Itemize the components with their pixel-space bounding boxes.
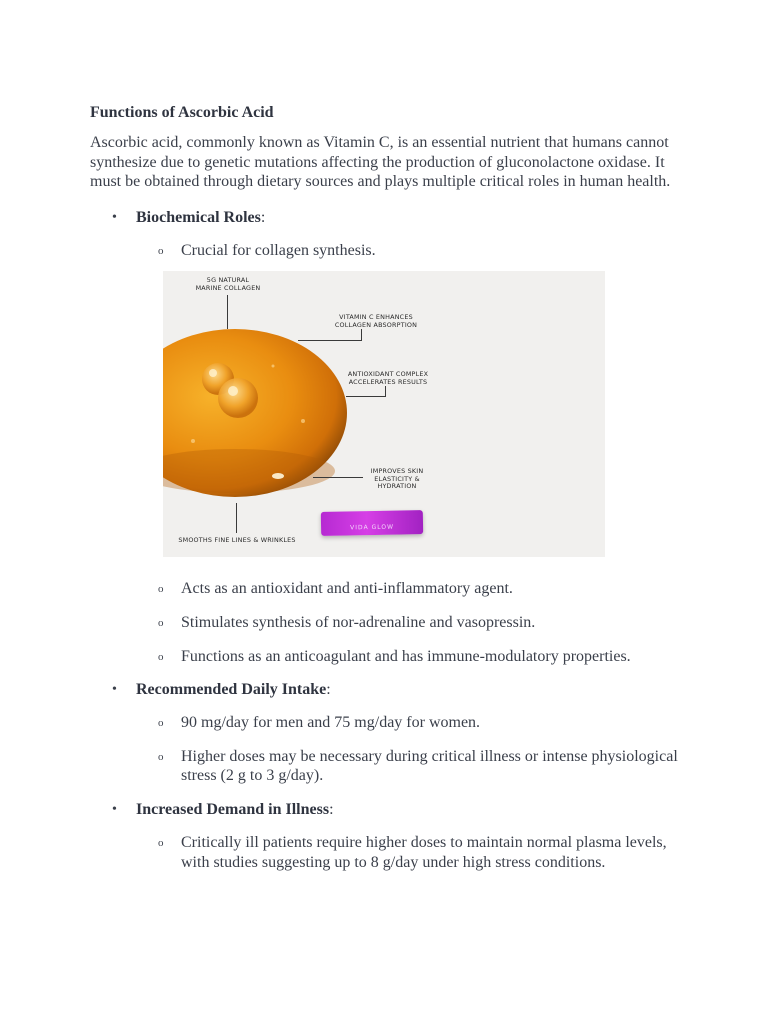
section-recommended-intake <box>90 680 680 786</box>
list-item <box>136 747 680 786</box>
label-improves-skin: IMPROVES SKIN ELASTICITY & HYDRATION <box>370 467 424 491</box>
bullet-icon: • <box>112 209 117 225</box>
sachet-brand: VIDA GLOW <box>350 523 395 532</box>
list-item-text: Functions as an anticoagulant and has immune-modulatory properties. <box>181 647 631 665</box>
list-item <box>136 647 680 667</box>
pointer-line <box>346 396 386 397</box>
bullet-icon: • <box>112 682 117 698</box>
sub-bullet-icon: o <box>158 750 164 763</box>
list-item-text: Acts as an antioxidant and anti-inflammatory agent. <box>181 580 513 598</box>
product-sachet <box>321 510 423 536</box>
list-item-text: Higher doses may be necessary during critical illness or intense physiological stress (2 g to 3 g/day). <box>181 747 678 785</box>
label-marine-collagen: 5G NATURAL MARINE COLLAGEN <box>195 276 261 292</box>
pointer-line <box>236 503 237 533</box>
list-item <box>136 613 680 633</box>
sub-bullet-icon: o <box>158 616 164 629</box>
list-item-text: Crucial for collagen synthesis. <box>181 241 376 259</box>
heading-colon: : <box>260 208 266 226</box>
heading-colon: : <box>326 681 331 699</box>
list-item <box>136 579 680 599</box>
sub-list <box>136 713 680 786</box>
intro-paragraph: Ascorbic acid, commonly known as Vitamin C, is an essential nutrient that humans cannot synthesize due to genetic mutations affecting the production of gluconolactone oxidase. It must be obtained through dietary sources and plays multiple critical roles in human health. <box>90 134 671 191</box>
section-heading: Recommended Daily Intake <box>136 681 327 699</box>
collagen-figure <box>163 271 605 557</box>
section-increased-demand <box>90 800 680 872</box>
pointer-line <box>298 340 362 341</box>
list-item-text: Critically ill patients require higher doses to maintain normal plasma levels, with studies suggesting up to 8 g/day under high stress conditions. <box>181 833 667 871</box>
bullet-icon: • <box>112 801 117 817</box>
sub-list <box>136 579 680 666</box>
sub-bullet-icon: o <box>158 244 164 257</box>
list-item-text: 90 mg/day for men and 75 mg/day for women. <box>181 714 481 732</box>
sub-list <box>136 241 680 261</box>
figure-background <box>163 271 605 557</box>
sub-list <box>136 833 680 872</box>
section-heading: Increased Demand in Illness <box>136 800 330 818</box>
bubble <box>218 378 258 418</box>
sub-bullet-icon: o <box>158 650 164 663</box>
section-heading: Biochemical Roles <box>136 208 261 226</box>
page-title: Functions of Ascorbic Acid <box>90 104 274 121</box>
label-antioxidant: ANTIOXIDANT COMPLEX ACCELERATES RESULTS <box>347 370 429 386</box>
label-fine-lines: SMOOTHS FINE LINES & WRINKLES <box>178 536 296 545</box>
pointer-line <box>313 477 363 478</box>
list-item <box>136 241 680 261</box>
list-item-text: Stimulates synthesis of nor-adrenaline and vasopressin. <box>181 613 536 631</box>
list-item <box>136 833 680 872</box>
list-item <box>136 713 680 733</box>
label-vitamin-c: VITAMIN C ENHANCES COLLAGEN ABSORPTION <box>334 313 418 329</box>
sub-bullet-icon: o <box>158 717 164 730</box>
section-list <box>90 208 680 872</box>
section-biochemical-roles <box>90 208 680 666</box>
heading-colon: : <box>329 800 334 818</box>
document-page <box>90 103 680 886</box>
pointer-line <box>227 295 228 329</box>
sub-bullet-icon: o <box>158 583 164 596</box>
sub-bullet-icon: o <box>158 836 164 849</box>
